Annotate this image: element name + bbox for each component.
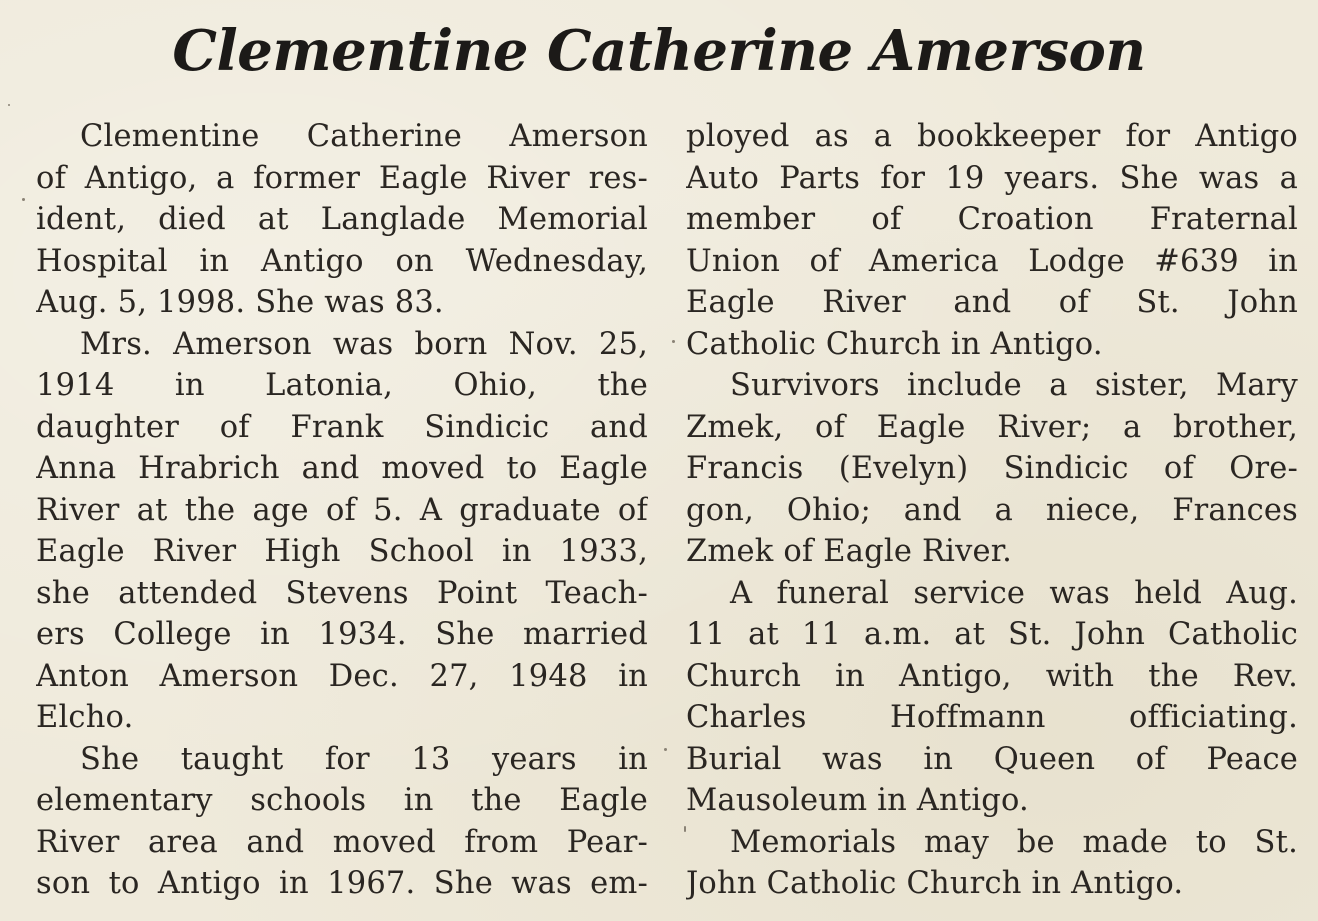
text-line: gon, Ohio; and a niece, Frances bbox=[686, 492, 1298, 528]
text-line: ers College in 1934. She married bbox=[36, 617, 648, 652]
left-text-column bbox=[36, 116, 648, 905]
text-line: daughter of Frank Sindicic and bbox=[36, 409, 648, 445]
text-line: ident, died at Langlade Memorial bbox=[36, 202, 648, 237]
text-line: Anna Hrabrich and moved to Eagle bbox=[36, 451, 648, 486]
text-line: Charles Hoffmann officiating. bbox=[686, 700, 1298, 735]
obituary-headline: Clementine Catherine Amerson bbox=[172, 18, 1146, 84]
print-speck bbox=[664, 748, 667, 751]
text-line: Zmek of Eagle River. bbox=[686, 534, 1013, 569]
text-line: Church in Antigo, with the Rev. bbox=[686, 658, 1298, 694]
text-line: ployed as a bookkeeper for Antigo bbox=[686, 119, 1298, 154]
text-line: 11 at 11 a.m. at St. John Catholic bbox=[686, 617, 1298, 652]
text-line: elementary schools in the Eagle bbox=[36, 783, 648, 818]
print-speck bbox=[8, 104, 10, 106]
text-line: John Catholic Church in Antigo. bbox=[686, 866, 1184, 901]
text-line: Hospital in Antigo on Wednesday, bbox=[36, 243, 648, 279]
text-line: Memorials may be made to St. bbox=[730, 824, 1298, 860]
text-line: A funeral service was held Aug. bbox=[730, 575, 1298, 611]
text-line: River area and moved from Pear- bbox=[36, 824, 648, 860]
text-line: member of Croation Fraternal bbox=[686, 202, 1298, 237]
text-line: Eagle River High School in 1933, bbox=[36, 534, 648, 569]
right-text-column bbox=[686, 116, 1298, 905]
text-line: Francis (Evelyn) Sindicic of Ore- bbox=[686, 451, 1298, 486]
text-line: Eagle River and of St. John bbox=[686, 285, 1298, 320]
text-line: She taught for 13 years in bbox=[80, 741, 648, 777]
text-line: Burial was in Queen of Peace bbox=[686, 741, 1298, 777]
text-line: Elcho. bbox=[36, 700, 134, 735]
text-line: 1914 in Latonia, Ohio, the bbox=[36, 368, 648, 403]
text-line: Auto Parts for 19 years. She was a bbox=[686, 160, 1298, 196]
text-line: she attended Stevens Point Teach- bbox=[36, 575, 648, 611]
print-speck bbox=[672, 340, 675, 343]
print-speck bbox=[684, 826, 686, 832]
text-line: Survivors include a sister, Mary bbox=[730, 368, 1298, 403]
text-line: Union of America Lodge #639 in bbox=[686, 243, 1298, 279]
text-line: Mrs. Amerson was born Nov. 25, bbox=[80, 326, 648, 362]
text-line: Aug. 5, 1998. She was 83. bbox=[36, 285, 444, 320]
text-line: of Antigo, a former Eagle River res- bbox=[36, 160, 648, 196]
text-line: son to Antigo in 1967. She was em- bbox=[36, 866, 648, 901]
text-line: Anton Amerson Dec. 27, 1948 in bbox=[36, 658, 648, 694]
text-line: River at the age of 5. A graduate of bbox=[36, 492, 648, 528]
text-line: Mausoleum in Antigo. bbox=[686, 783, 1029, 818]
text-line: Clementine Catherine Amerson bbox=[80, 119, 648, 154]
text-line: Catholic Church in Antigo. bbox=[686, 326, 1103, 362]
print-speck bbox=[22, 198, 25, 201]
text-line: Zmek, of Eagle River; a brother, bbox=[686, 409, 1298, 445]
